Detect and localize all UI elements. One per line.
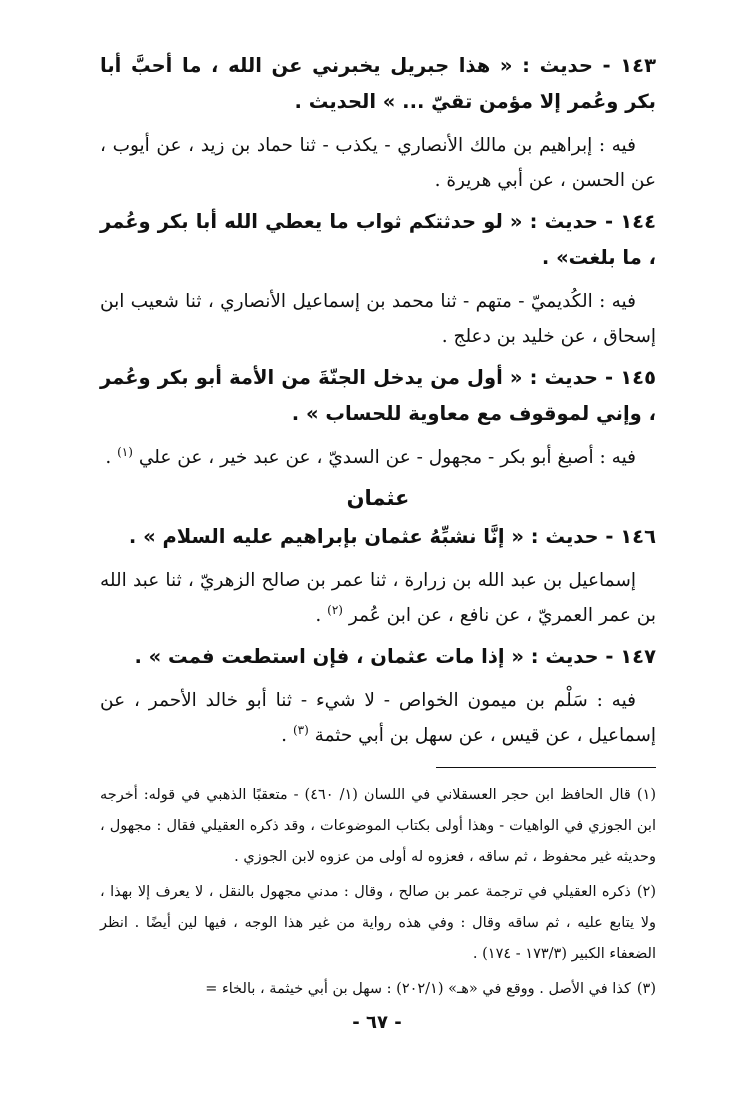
footnote-divider — [436, 767, 656, 768]
hadith-146-commentary — [100, 563, 656, 633]
hadith-145-commentary-end: . — [105, 447, 118, 468]
hadith-144-commentary: فيه : الكُديميّ - متهم - ثنا محمد بن إسماعيل الأنصاري ، ثنا شعيب ابن إسحاق ، عن خليد بن دعلج . — [100, 291, 656, 347]
footnote-1 — [100, 780, 656, 873]
hadith-147-commentary-text: فيه : سَلْم بن ميمون الخواص - لا شيء - ثنا أبو خالد الأحمر ، عن إسماعيل ، عن قيس ، عن سهل بن أبي حثمة — [100, 690, 656, 746]
footnote-2-number: (٢) — [636, 884, 656, 900]
hadith-145-heading: ١٤٥ - حديث : « أول من يدخل الجنّةَ من الأمة أبو بكر وعُمر ، وإني لموقوف مع معاوية للحساب » . — [100, 366, 656, 425]
footnote-3-number: (٣) — [636, 981, 656, 997]
hadith-146-heading: ١٤٦ - حديث : « إنَّا نشبِّهُ عثمان بإبراهيم عليه السلام » . — [128, 525, 656, 548]
footnote-2-text: ذكره العقيلي في ترجمة عمر بن صالح ، وقال : مدني مجهول بالنقل ، لا يعرف إلا بهذا ، ولا يتابع عليه ، ثم ساقه وقال : وفي هذه رواية من غير هذا الوجه ، فيها لين أيضًا . انظر الضعفاء الكبير (١٧٣/٣ - ١٧٤) . — [100, 884, 656, 962]
hadith-147-commentary-end: . — [281, 725, 293, 746]
hadith-147-heading: ١٤٧ - حديث : « إذا مات عثمان ، فإن استطعت فمت » . — [134, 645, 656, 668]
footnote-3-text: كذا في الأصل . ووقع في «هـ» (٢٠٢/١) : سهل بن أبي خيثمة ، بالخاء = — [205, 981, 631, 997]
hadith-145-commentary-text: فيه : أصبغ أبو بكر - مجهول - عن السديّ ، عن عبد خير ، عن علي — [138, 447, 636, 468]
footnote-1-number: (١) — [636, 787, 657, 803]
hadith-146-commentary-text: إسماعيل بن عبد الله بن زرارة ، ثنا عمر بن صالح الزهريّ ، ثنا عبد الله بن عمر العمريّ ، عن نافع ، عن ابن عُمر — [100, 570, 656, 626]
footnote-3 — [100, 974, 656, 1005]
section-title-uthman: عثمان — [346, 486, 410, 510]
book-page — [100, 48, 656, 1009]
hadith-143-commentary: فيه : إبراهيم بن مالك الأنصاري - يكذب - ثنا حماد بن زيد ، عن أيوب ، عن الحسن ، عن أبي هريرة . — [100, 135, 656, 191]
footnote-ref-3[interactable]: (٣) — [292, 722, 309, 737]
footnote-ref-2[interactable]: (٢) — [327, 602, 343, 617]
footnote-2 — [100, 877, 656, 970]
page-number: - ٦٧ - — [352, 1012, 402, 1033]
hadith-146-commentary-end: . — [315, 605, 328, 626]
footnote-1-text: قال الحافظ ابن حجر العسقلاني في اللسان (١/ ٤٦٠) - متعقبًا الذهبي في قوله: أخرجه ابن الجوزي في الواهيات - وهذا أولى بكتاب الموضوعات ، وقد ذكره العقيلي فقال : مجهول ، وحديثه غير محفوظ ، ثم ساقه ، فعزوه له أولى من عزوه لابن الجوزي . — [100, 787, 656, 865]
footnote-ref-1[interactable]: (١) — [117, 444, 133, 459]
hadith-144-heading: ١٤٤ - حديث : « لو حدثتكم ثواب ما يعطي الله أبا بكر وعُمر ، ما بلغت» . — [100, 210, 656, 269]
hadith-145-commentary — [100, 440, 656, 475]
hadith-143-heading: ١٤٣ - حديث : « هذا جبريل يخبرني عن الله ، ما أحبَّ أبا بكر وعُمر إلا مؤمن تقيّ ... » الحديث . — [100, 54, 656, 113]
hadith-147-commentary — [100, 683, 656, 753]
